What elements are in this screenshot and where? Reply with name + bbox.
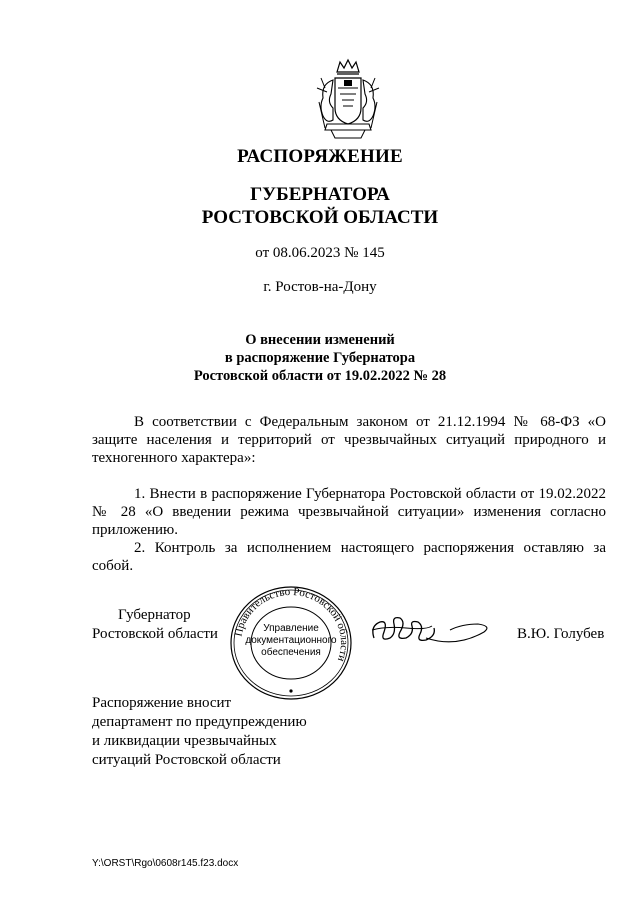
official-stamp: [228, 585, 354, 701]
submitted-by-line-1: Распоряжение вносит: [92, 695, 232, 711]
coat-of-arms-emblem: [313, 58, 383, 140]
stamp-inner-text: [228, 623, 354, 659]
file-path-footer: Y:\ORST\Rgo\0608r145.f23.docx: [92, 858, 239, 869]
stamp-inner-line-1: Управление: [263, 623, 319, 634]
signatory-name: В.Ю. Голубев: [517, 626, 605, 642]
stamp-ring-text: Правительство Ростовской области: [232, 585, 351, 664]
stamp-inner-line-3: обеспечения: [261, 647, 321, 658]
authority-line-2: РОСТОВСКОЙ ОБЛАСТИ: [201, 207, 439, 228]
item-1-paragraph: 1. Внести в распоряжение Губернатора Ростовской области от 19.02.2022 № 28 «О введении режима чрезвычайной ситуации» изменения согласно приложению.: [92, 486, 606, 538]
item-2-paragraph: 2. Контроль за исполнением настоящего распоряжения оставляю за собой.: [92, 540, 606, 574]
signatory-position-line-1: Губернатор: [118, 607, 191, 623]
authority-line-1: ГУБЕРНАТОРА: [250, 184, 390, 205]
handwritten-signature: [366, 608, 496, 652]
preamble-paragraph: В соответствии с Федеральным законом от 21.12.1994 № 68-ФЗ «О защите населения и территорий от чрезвычайных ситуаций природного и техногенного характера»:: [92, 414, 606, 466]
date-and-number: от 08.06.2023 № 145: [255, 245, 385, 261]
subject-line-3: Ростовской области от 19.02.2022 № 28: [193, 368, 447, 384]
subject-line-1: О внесении изменений: [245, 332, 395, 348]
subject-line-2: в распоряжение Губернатора: [224, 350, 416, 366]
signatory-position-line-2: Ростовской области: [92, 626, 218, 642]
submitted-by-line-4: ситуаций Ростовской области: [92, 752, 281, 768]
document-type-title: РАСПОРЯЖЕНИЕ: [237, 146, 403, 167]
city: г. Ростов-на-Дону: [263, 279, 377, 295]
stamp-inner-line-2: документационного: [245, 635, 337, 646]
submitted-by-line-2: департамент по предупреждению: [92, 714, 307, 730]
submitted-by-line-3: и ликвидации чрезвычайных: [92, 733, 277, 749]
